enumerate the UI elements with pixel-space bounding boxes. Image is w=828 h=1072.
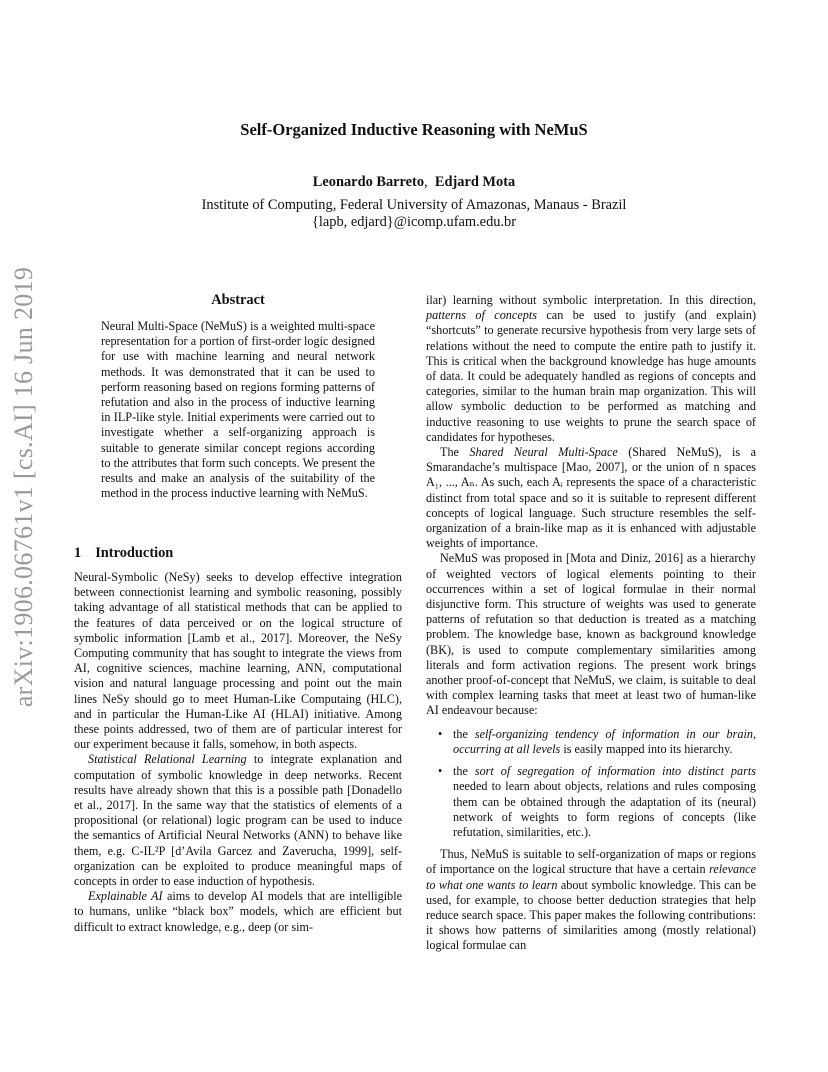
author-email: {lapb, edjard}@icomp.ufam.edu.br <box>311 214 517 230</box>
emphasis: relevance to what one wants to learn <box>426 862 756 892</box>
bullet-list <box>426 727 756 840</box>
emphasis: Statistical Relational Learning <box>88 752 247 767</box>
emphasis: self-organizing tendency of information in our brain, occurring at all levels <box>453 726 756 756</box>
paragraph-text: to integrate explanation and computation of symbolic knowledge in deep networks. Recent results have already shown that this is a possible path [Donadello et al., 2017]. In the same way that the statistics of elements of a propositional (or relational) logic program can be used to induce the semantics of Artificial Neural Networks (ANN) to behave like them, e.g. C-IL²P [d’Avila Garcez and Zaverucha, 1999], self-organization can be exploited to produce meaningful maps of concepts in order to ease induction of hypothesis. <box>74 752 402 889</box>
list-item-text: is easily mapped into its hierarchy. <box>560 741 733 756</box>
paragraph-text: can be used to justify (and explain) “shortcuts” to generate recursive hypothesis from very large sets of relations without the need to compute the entire path to justify it. This is critical when the background knowledge has huge amounts of data. It could be adequately handled as regions of concepts and categories, similar to the human brain map organization. This will allow symbolic deduction to be performed as matching and inductive reasoning to use weights to prune the search space of candidates for hypotheses. <box>426 308 756 444</box>
list-item-text: the <box>453 726 475 741</box>
list-item <box>426 764 756 840</box>
bullet-icon: • <box>438 764 443 779</box>
affiliation-block <box>0 197 828 231</box>
paragraph: NeMuS was proposed in [Mota and Diniz, 2016] as a hierarchy of weighted vectors of logical elements pointing to their occurrences within a set of logical formulae in their normal disjunctive form. This structure of weights was used to generate patterns of refutation so that deduction is treated as a matching problem. The knowledge base, known as background knowledge (BK), is used to compute complementary similarities among literals and form activation regions. The present work brings another proof-of-concept that NeMuS, we claim, is suitable to deal with complex learning tasks that meet at least two of human-like AI endeavour because: <box>426 551 756 718</box>
arxiv-identifier-text: arXiv:1906.06761v1 [cs.AI] 16 Jun 2019 <box>9 266 39 708</box>
author-list <box>0 174 828 191</box>
paragraph-text: The <box>440 445 470 460</box>
paper-title: Self-Organized Inductive Reasoning with NeMuS <box>240 120 588 139</box>
paragraph <box>74 889 402 935</box>
emphasis: Explainable AI <box>88 889 163 904</box>
paragraph <box>426 847 756 953</box>
emphasis: patterns of concepts <box>426 308 537 323</box>
paragraph <box>74 752 402 889</box>
paragraph-text: (Shared NeMuS), is a Smarandache’s multispace [Mao, 2007], or the union of n spaces A₁, ..., Aₙ. As such, each Aᵢ represents the space of a characteristic distinct from total space and so it is suitable to represent different concepts of logical language. Such structure resembles the self-organization of a brain-like map as it is enhanced with adjustable weights of importance. <box>426 445 756 551</box>
paragraph-text: Thus, NeMuS is suitable to self-organization of maps or regions of importance on the logical structure that have a certain <box>426 847 756 877</box>
author-separator: , <box>424 174 428 190</box>
section-title: Introduction <box>95 545 174 561</box>
abstract-text: Neural Multi-Space (NeMuS) is a weighted multi-space representation for a portion of first-order logic designed for use with machine learning and neural network methods. It was demonstrated that it can be used to perform reasoning based on regions forming patterns of refutation and also in the process of inductive learning in ILP-like style. Initial experiments were carried out to investigate whether a self-organizing approach is suitable to generate similar concept regions according to the attributes that form such concepts. We present the results and make an analysis of the suitability of the method in the process inductive learning with NeMuS. <box>101 319 375 501</box>
author-name: Leonardo Barreto <box>312 174 425 190</box>
section-heading <box>74 545 173 562</box>
left-column <box>74 570 402 935</box>
list-item-text: the <box>453 764 475 779</box>
paragraph: Neural-Symbolic (NeSy) seeks to develop effective integration between connectionist learning and symbolic reasoning, possibly taking advantage of all statistical methods that can be applied to the features of data perceived or on the logical structure of symbolic information [Lamb et al., 2017]. Moreover, the NeSy Computing community that has sought to integrate the views from AI, cognitive sciences, machine learning, ANN, computational vision and natural language processing and point out the main lines NeSy should go to meet Human-Like Computaing (HLC), and in particular the Human-Like AI (HLAI) initiative. Among these points addressed, two of them are of particular interest for our experiment because it falls, somehow, in both aspects. <box>74 570 402 752</box>
emphasis: sort of segregation of information into distinct parts <box>474 764 756 779</box>
emphasis: Shared Neural Multi-Space <box>469 445 618 460</box>
paragraph-text: about symbolic knowledge. This can be used, for example, to choose better deduction strategies that help reduce search space. This paper makes the following contributions: it shows how patterns of similarities among (mostly relational) logical formulae can <box>426 877 756 953</box>
abstract-heading: Abstract <box>211 292 265 308</box>
bullet-icon: • <box>438 726 443 741</box>
paragraph <box>426 293 756 445</box>
paragraph <box>426 445 756 551</box>
affiliation: Institute of Computing, Federal University of Amazonas, Manaus - Brazil <box>201 197 627 213</box>
arxiv-identifier <box>1 266 47 708</box>
list-item-text: needed to learn about objects, relations and rules composing them can be obtained through the adaptation of its (neural) network of weights to form regions of concepts (like refutation, similarities, etc.). <box>453 779 756 839</box>
right-column <box>426 293 756 954</box>
paragraph-text: ilar) learning without symbolic interpretation. In this direction, <box>426 293 756 307</box>
section-number: 1 <box>74 545 82 561</box>
author-name: Edjard Mota <box>434 174 516 190</box>
paragraph-text: aims to develop AI models that are intelligible to humans, unlike “black box” models, which are efficient but difficult to extract knowledge, e.g., deep (or sim- <box>74 889 402 934</box>
list-item <box>426 727 756 757</box>
